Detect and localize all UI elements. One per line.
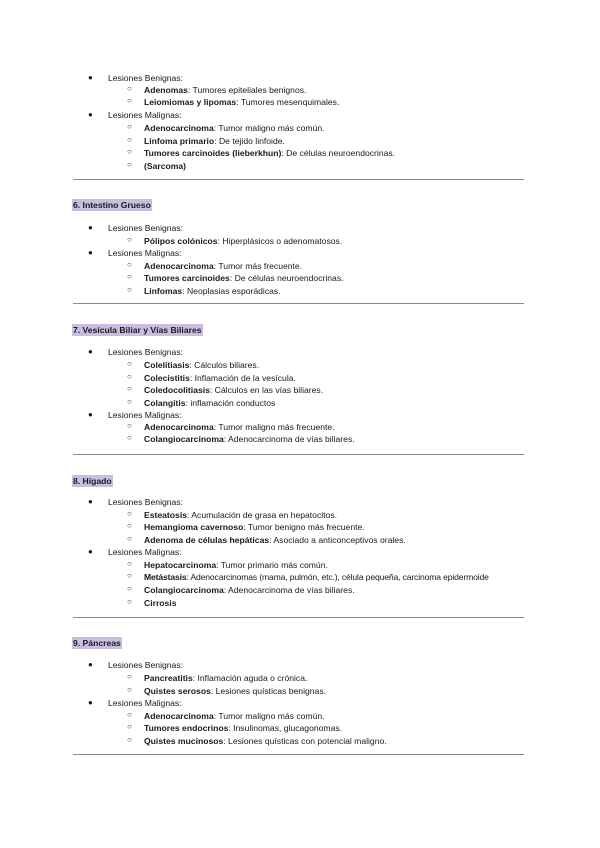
divider [73,179,524,180]
list-item: ○ Colangiocarcinoma: Adenocarcinoma de vías biliares. [127,584,355,595]
group-benignas: ● Lesiones Benignas: [88,347,184,357]
list-item: ○ (Sarcoma) [127,160,187,171]
list-item: ○ Adenocarcinoma: Tumor maligno más frecuente. [127,421,335,432]
list-item: ○ Colangitis: inflamación conductos [127,397,276,408]
group-benignas: ● Lesiones Benignas: [88,223,184,233]
list-item: ○ Coledocolitiasis: Cálculos en las vías biliares. [127,384,324,395]
group-malignas: ● Lesiones Malignas: [88,110,182,120]
group-malignas: ● Lesiones Malignas: [88,248,182,258]
group-malignas: ● Lesiones Malignas: [88,410,182,420]
list-item: ○ Metástasis: Adenocarcinomas (mama, pulmón, etc.), célula pequeña, carcinoma epidermoide [127,571,489,582]
divider [73,454,524,455]
divider [73,754,524,755]
list-item: ○ Leiomiomas y lipomas: Tumores mesenquimales. [127,96,340,107]
section-heading: 8. Hígado [73,476,112,486]
list-item: ○ Cirrosis [127,597,177,608]
list-item: ○ Colelitiasis: Cálculos biliares. [127,359,260,370]
section-heading: 9. Páncreas [73,638,121,648]
group-malignas: ● Lesiones Malignas: [88,547,182,557]
list-item: ○ Adenocarcinoma: Tumor maligno más común. [127,122,325,133]
list-item: ○ Tumores endocrinos: Insulinomas, glucagonomas. [127,722,343,733]
section-heading: 7. Vesícula Biliar y Vías Biliares [73,325,202,335]
divider [73,617,524,618]
list-item: ○ Colangiocarcinoma: Adenocarcinoma de vías biliares. [127,433,355,444]
list-item: ○ Linfomas: Neoplasias esporádicas. [127,285,281,296]
list-item: ○ Quistes serosos: Lesiones quísticas benignas. [127,685,327,696]
list-item: ○ Quistes mucinosos: Lesiones quísticas con potencial maligno. [127,735,387,746]
list-item: ○ Tumores carcinoides: De células neuroendocrinas. [127,272,344,283]
list-item: ○ Colecistitis: Inflamación de la vesícula. [127,372,296,383]
group-malignas: ● Lesiones Malignas: [88,698,182,708]
list-item: ○ Pólipos colónicos: Hiperplásicos o adenomatosos. [127,235,343,246]
list-item: ○ Hemangioma cavernoso: Tumor benigno más frecuente. [127,521,365,532]
list-item: ○ Linfoma primario: De tejido linfoide. [127,135,285,146]
section-heading: 6. Intestino Grueso [73,200,151,210]
list-item: ○ Adenocarcinoma: Tumor más frecuente. [127,260,303,271]
list-item: ○ Pancreatitis: Inflamación aguda o crónica. [127,672,308,683]
group-benignas: ● Lesiones Benignas: [88,660,184,670]
list-item: ○ Adenocarcinoma: Tumor maligno más común. [127,710,325,721]
list-item: ○ Tumores carcinoides (lieberkhun): De células neuroendocrinas. [127,147,396,158]
list-item: ○ Hepatocarcinoma: Tumor primario más común. [127,559,328,570]
group-benignas: ● Lesiones Benignas: [88,73,184,83]
list-item: ○ Adenoma de células hepáticas: Asociado a anticonceptivos orales. [127,534,406,545]
group-benignas: ● Lesiones Benignas: [88,497,184,507]
list-item: ○ Adenomas: Tumores epiteliales benignos. [127,84,307,95]
divider [73,303,524,304]
list-item: ○ Esteatosis: Acumulación de grasa en hepatocitos. [127,509,338,520]
